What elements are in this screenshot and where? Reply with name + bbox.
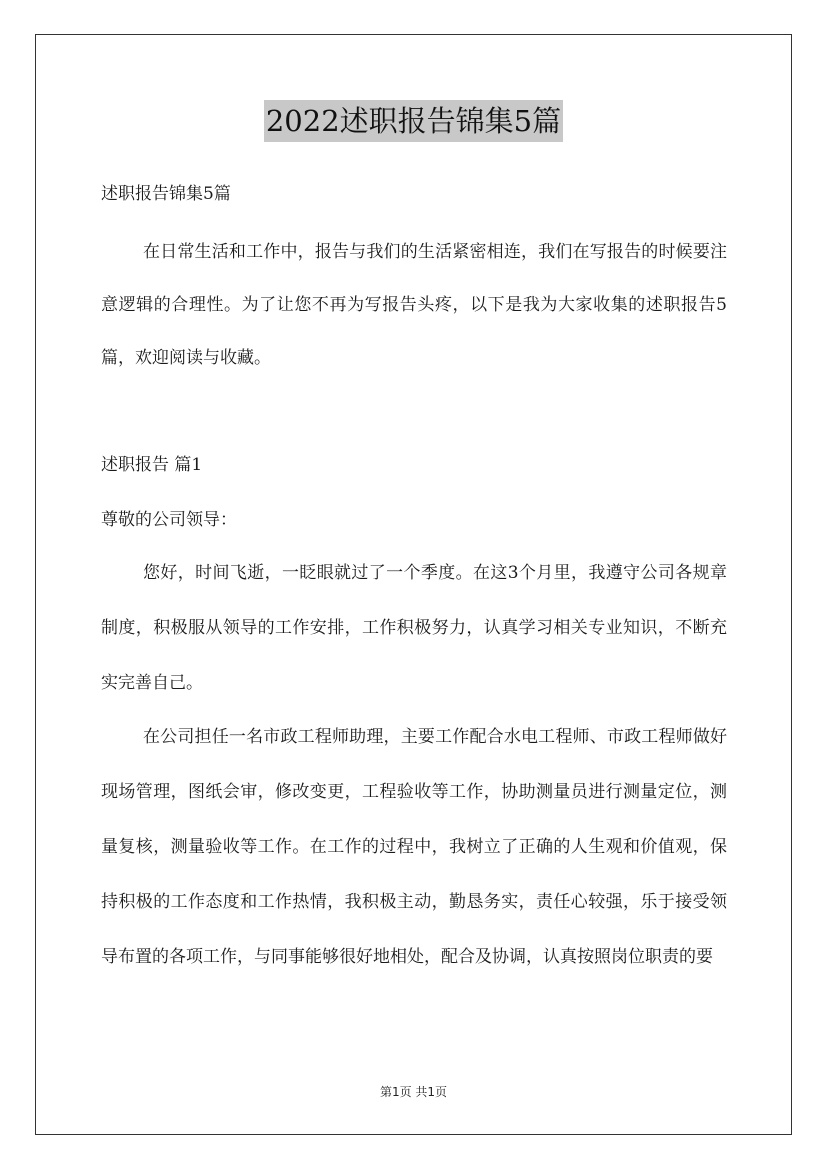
section-heading: 述职报告 篇1 — [101, 455, 203, 475]
intro-paragraph: 在日常生活和工作中，报告与我们的生活紧密相连，我们在写报告的时候要注意逻辑的合理性。为了让您不再为写报告头疼，以下是我为大家收集的述职报告5篇，欢迎阅读与收藏。 — [101, 242, 727, 368]
body-paragraph-2: 在公司担任一名市政工程师助理，主要工作配合水电工程师、市政工程师做好现场管理，图纸会审，修改变更，工程验收等工作，协助测量员进行测量定位，测量复核，测量验收等工作。在工作的过程中，我树立了正确的人生观和价值观，保持积极的工作态度和工作热情，我积极主动，勤恳务实，责任心较强，乐于接受领导布置的各项工作，与同事能够很好地相处，配合及协调，认真按照岗位职责的要 — [101, 727, 727, 967]
title-container — [0, 100, 827, 142]
page-footer: 第1页 共1页 — [379, 1085, 448, 1099]
body-paragraph-1: 您好，时间飞逝，一眨眼就过了一个季度。在这3个月里，我遵守公司各规章制度，积极服从领导的工作安排，工作积极努力，认真学习相关专业知识，不断充实完善自己。 — [101, 563, 727, 693]
salutation: 尊敬的公司领导： — [101, 510, 237, 530]
document-subtitle: 述职报告锦集5篇 — [101, 184, 231, 204]
document-title: 2022述职报告锦集5篇 — [264, 100, 563, 142]
